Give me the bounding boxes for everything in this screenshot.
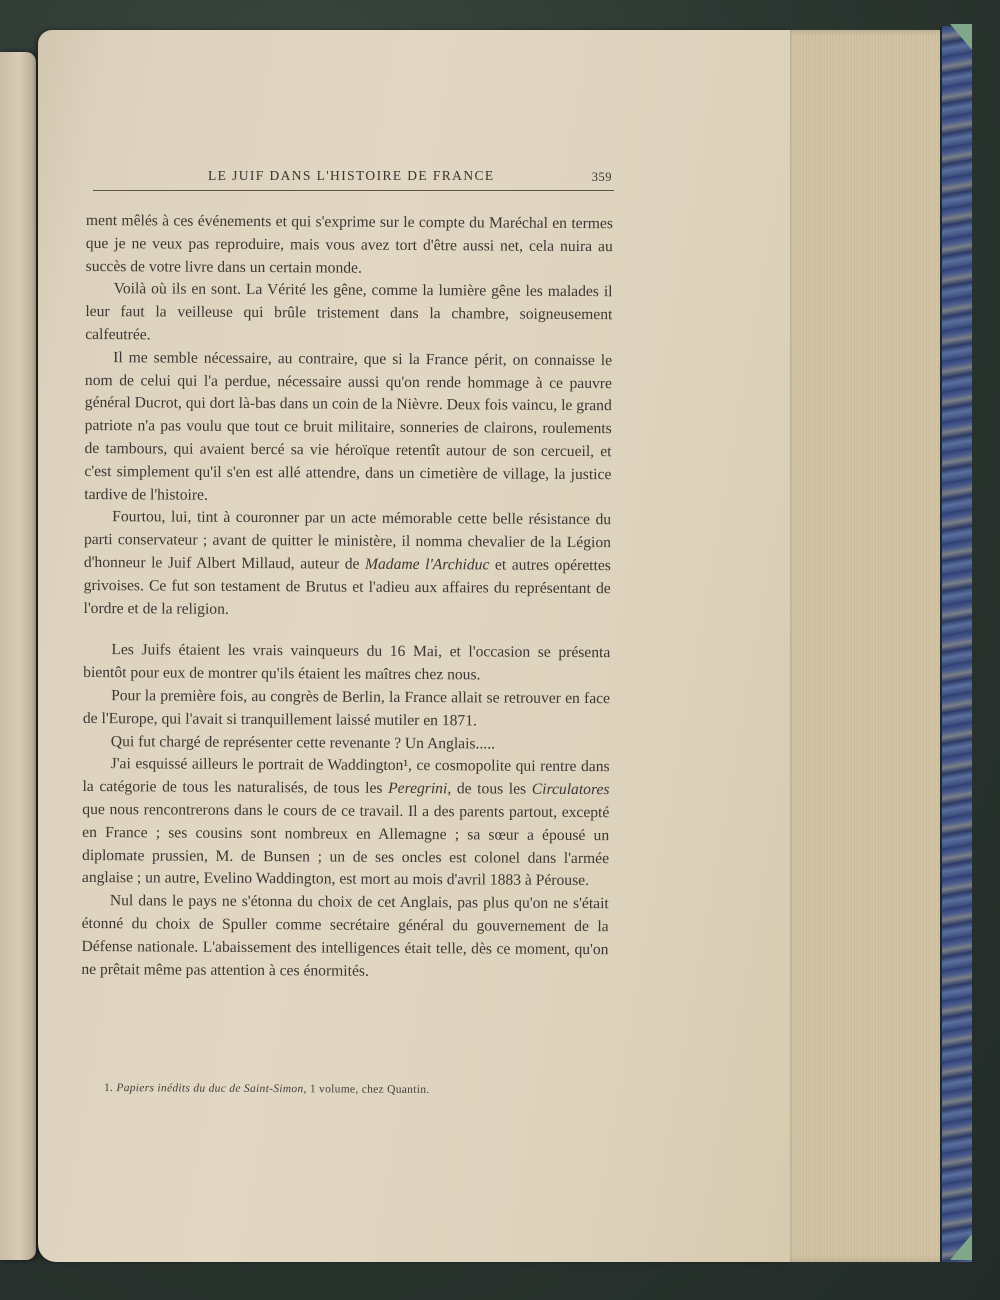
footnote-title: Papiers inédits du duc de Saint-Simon,: [116, 1082, 307, 1096]
footnote-text: 1 volume, chez Quantin.: [306, 1083, 430, 1096]
running-header: [94, 166, 612, 186]
paragraph: Qui fut chargé de représenter cette revenante ? Un Anglais.....: [110, 732, 496, 753]
footnote-number: 1.: [103, 1082, 114, 1095]
italic-term: Peregrini: [388, 779, 448, 798]
paragraph: Nul dans le pays ne s'étonna du choix de cet Anglais, pas plus qu'on ne s'était étonné du choix de Spuller comme secrétaire général du gouvernement de la Défense nationale. L'abaissement des intelligences était telle, dès ce moment, qu'on ne prêtait même pas attention à ces énormités.: [81, 892, 609, 980]
body-text: [81, 210, 613, 985]
running-title: LE JUIF DANS L'HISTOIRE DE FRANCE: [208, 168, 495, 183]
page-block-edge: [780, 30, 948, 1262]
paragraph: ment mêlés à ces événements et qui s'exprime sur le compte du Maréchal en termes que je ne veux pas reproduire, mais vous avez tort d'être aussi net, cela nuira au succès de votre livre dans un certain monde.: [85, 211, 613, 277]
italic-term: Circulatores: [531, 780, 610, 799]
paragraph: Fourtou, lui, tint à couronner par un acte mémorable cette belle résistance du parti conservateur ; avant de quitter le ministère, il nomma chevalier de la Légion d'honneur le Juif Albert Millaud, auteur de Madame l'Archiduc et autres opérettes grivoises. Ce fut son testament de Brutus et l'adieu aux affaires du représentant de l'ordre et de la religion.: [83, 508, 612, 618]
italic-title: Madame l'Archiduc: [364, 555, 490, 574]
paragraph: Il me semble nécessaire, au contraire, que si la France périt, on connaisse le nom de celui qui l'a perdue, nécessaire aussi qu'on rende hommage à ce pauvre général Ducrot, qui dort là-bas dans un coin de la Nièvre. Deux fois vaincu, le grand patriote n'a pas voulu que tout ce bruit militaire, sonneries de clairons, roulements de tambours, qui avaient bercé sa vie héroïque retentît autour de son cercueil, et c'est simplement qu'il s'en est allé attendre, dans un cimetière de village, la justice tardive de l'histoire.: [84, 348, 613, 504]
facing-page-edge: [0, 52, 36, 1260]
marbled-cover-edge: [940, 26, 972, 1262]
header-rule: [93, 190, 614, 191]
paragraph: J'ai esquissé ailleurs le portrait de Waddington¹, ce cosmopolite qui rentre dans la catégorie de tous les naturalisés, de tous les Peregrini, de tous les Circulatores que nous rencontrerons dans le cours de ce travail. Il a des parents partout, excepté en France ; ses cousins sont nombreux en Allemagne ; sa sœur a épousé un diplomate prussien, M. de Bunsen ; un de ses oncles est colonel dans l'armée anglaise ; un autre, Evelino Waddington, est mort au mois d'avril 1883 à Pérouse.: [81, 755, 610, 890]
page-number: 359: [591, 170, 612, 184]
paragraph: Voilà où ils en sont. La Vérité les gêne, comme la lumière gêne les malades il leur faut la veilleuse qui brûle tristement dans la chambre, soigneusement calfeutrée.: [85, 280, 613, 344]
paragraph: Les Juifs étaient les vrais vainqueurs du 16 Mai, et l'occasion se présenta bientôt pour eux de montrer qu'ils étaient les maîtres chez nous.: [83, 641, 611, 684]
paragraph: Pour la première fois, au congrès de Berlin, la France allait se retrouver en face de l'Europe, qui l'avait si tranquillement laissé mutiler en 1871.: [82, 687, 611, 730]
